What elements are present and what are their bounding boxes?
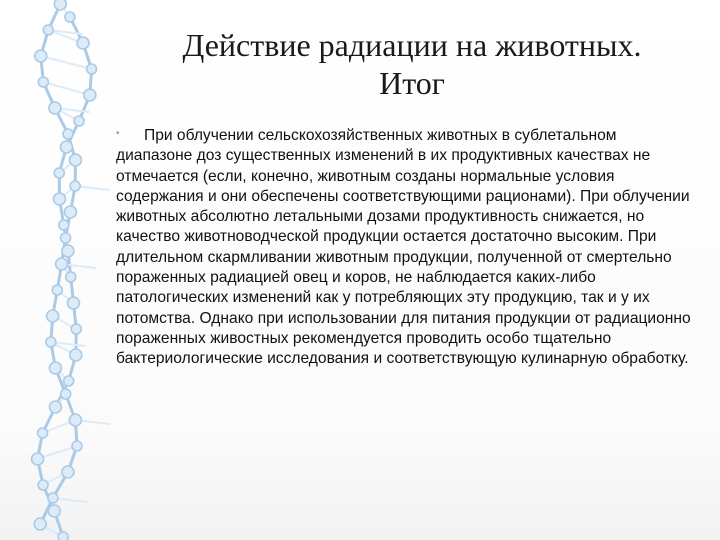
slide-title	[112, 26, 712, 102]
slide-title-line-1: Действие радиации на животных.	[182, 27, 642, 63]
bullet-icon: •	[116, 128, 120, 139]
slide-title-line-2: Итог	[379, 65, 445, 101]
dna-chain-decoration	[0, 0, 120, 540]
slide-body-text: При облучении сельскохозяйственных животных в сублетальном диапазоне доз существенных изменений в их продуктивных качествах не отмечается (если, конечно, животным созданы нормальные условия содержания и они обеспечены соответствующими рационами). При облучении животных абсолютно летальными дозами продуктивность снижается, но качество животноводческой продукции остается достаточно высоким. При длительном скармливании животным продукции, полученной от смертельно пораженных радиацией овец и коров, не наблюдается каких-либо патологических изменений как у потребляющих эту продукцию, так и у их потомства. Однако при использовании для питания продукции от радиационно пораженных живостных рекомендуется проводить особо тщательно бактериологические исследования и соответствующую кулинарную обработку.	[116, 127, 691, 368]
